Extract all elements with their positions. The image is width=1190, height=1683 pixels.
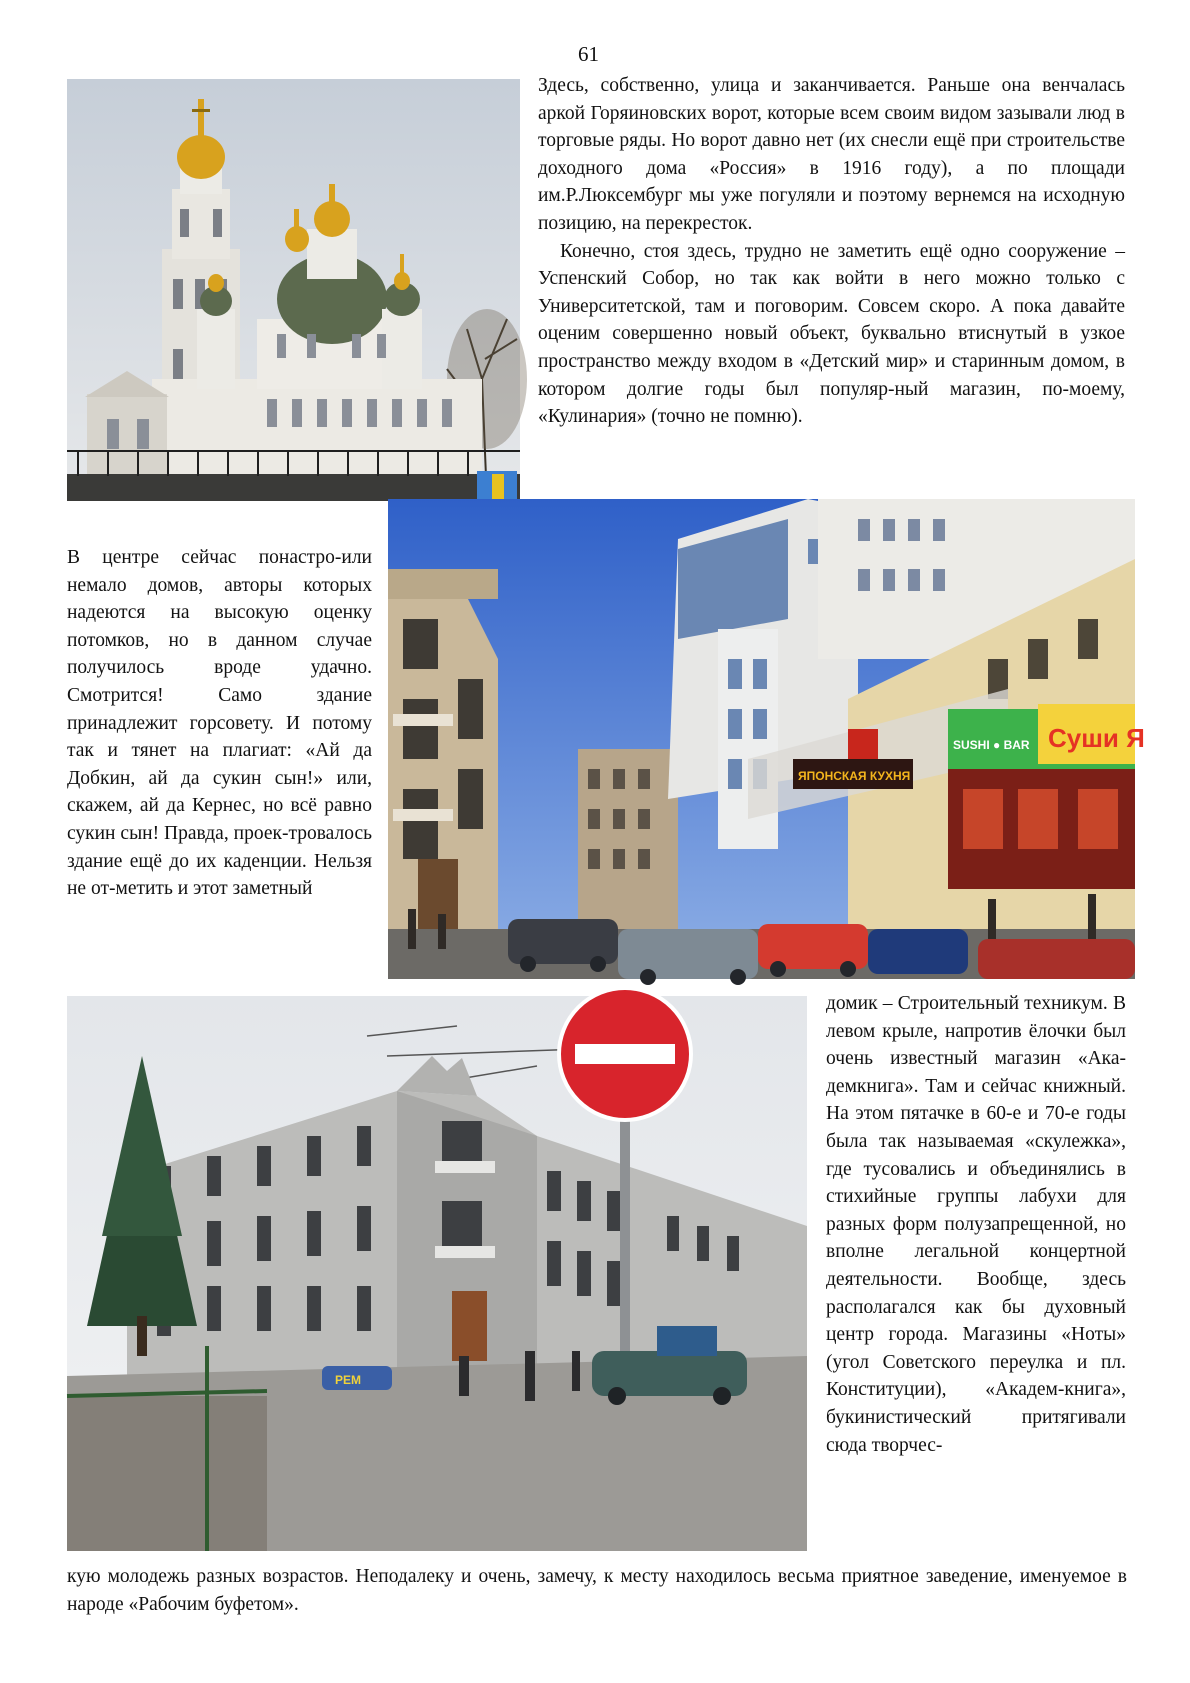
cathedral-photo — [67, 79, 520, 501]
page-number: 61 — [578, 42, 599, 66]
paragraph-school: домик – Строительный техникум. В левом крыле, напротив ёлочки был очень известный магазин «Ака-демкнига». Там и сейчас книжный. На этом пятачке в 60-е и 70-е годы была так называемая «скулежка», где тусовались и объединялись в стихийные группы лабухи для разных форм полузапрещенной, но вполне легальной концертной деятельности. Вообще, здесь располагался как бы духовный центр города. Магазины «Ноты» (угол Советского переулка и пл. Конституции), «Академ-книга», букинистический притягивали сюда творчес- — [826, 993, 1126, 1456]
paragraph-gates: Здесь, собственно, улица и заканчивается. Раньше она венчалась аркой Горяиновских ворот, которые всем своим видом зазывали люд в торговые ряды. Но ворот давно нет (их снесли ещё при строительстве доходного дома «Россия» в 1916 году), а по площади им.Р.Люксембург мы уже погуляли и поэтому вернемся на исходную позицию, на перекресток. — [538, 75, 1125, 234]
technical-school-text — [826, 990, 1126, 1459]
new-building-photo — [388, 499, 1145, 979]
japanese-kitchen-sign: ЯПОНСКАЯ КУХНЯ — [798, 769, 911, 783]
sushi-bar-sign: SUSHI ● BAR — [953, 738, 1030, 752]
rem-sign: РЕМ — [335, 1373, 362, 1387]
paragraph-buffet: кую молодежь разных возрастов. Неподалеку и очень, замечу, к месту находилось весьма приятное заведение, именуемое в народе «Рабочим буфетом». — [67, 1566, 1127, 1615]
sushi-sign: Суши Я — [1048, 723, 1145, 753]
new-building-text — [67, 544, 372, 903]
paragraph-new-building: В центре сейчас понастро-или немало домов, авторы которых надеются на высокую оценку потомков, но в данном случае получилось вроде удачно. Смотрится! Само здание принадлежит горсовету. И потому так и тянет на плагиат: «Ай да Добкин, ай да сукин сын!» или, скажем, ай да Кернес, но всё равно сукин сын! Правда, проек-тровалось здание ещё до их каденции. Нельзя не от-метить и этот заметный — [67, 547, 372, 900]
closing-text — [67, 1563, 1127, 1618]
technical-school-photo — [67, 996, 807, 1551]
paragraph-cathedral: Конечно, стоя здесь, трудно не заметить ещё одно сооружение – Успенский Собор, но так как войти в него можно только с Университетской, там и поговорим. Совсем скоро. А пока давайте оценим совершенно новый объект, буквально втиснутый в узкое пространство между входом в «Детский мир» и старинным домом, в котором долгие годы был популяр-ный магазин, по-моему, «Кулинария» (точно не помню). — [538, 240, 1125, 428]
intro-text-block — [538, 72, 1125, 431]
